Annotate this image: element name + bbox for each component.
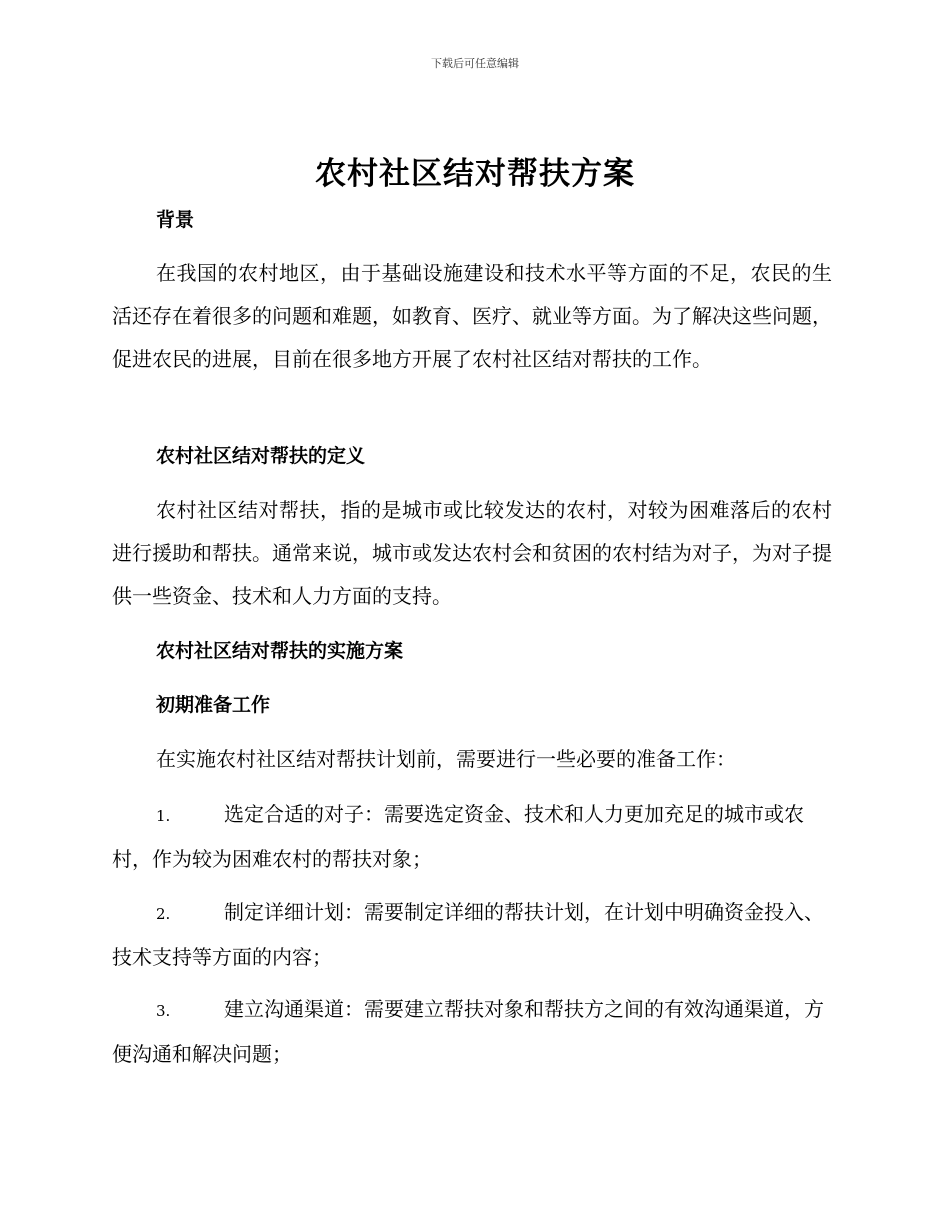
list-item-number: 3. bbox=[156, 1002, 171, 1020]
list-item-text: 制定详细计划：需要制定详细的帮扶计划，在计划中明确资金投入、技术支持等方面的内容； bbox=[112, 900, 824, 969]
list-item bbox=[112, 988, 832, 1076]
list-item-number: 1. bbox=[156, 807, 171, 825]
list-item bbox=[112, 891, 832, 979]
paragraph-preparation-intro: 在实施农村社区结对帮扶计划前，需要进行一些必要的准备工作： bbox=[156, 747, 736, 771]
list-item bbox=[112, 793, 832, 881]
list-item-number: 2. bbox=[156, 905, 171, 923]
heading-definition: 农村社区结对帮扶的定义 bbox=[156, 445, 366, 467]
heading-implementation-plan: 农村社区结对帮扶的实施方案 bbox=[156, 640, 404, 662]
document-title: 农村社区结对帮扶方案 bbox=[315, 156, 635, 192]
paragraph-background: 在我国的农村地区，由于基础设施建设和技术水平等方面的不足，农民的生活还存在着很多的问题和难题，如教育、医疗、就业等方面。为了解决这些问题，促进农民的进展，目前在很多地方开展了农村社区结对帮扶的工作。 bbox=[112, 261, 832, 371]
heading-background: 背景 bbox=[156, 209, 195, 231]
list-item-text: 建立沟通渠道：需要建立帮扶对象和帮扶方之间的有效沟通渠道，方便沟通和解决问题； bbox=[112, 997, 824, 1066]
heading-initial-preparation: 初期准备工作 bbox=[156, 694, 271, 716]
list-item-text: 选定合适的对子：需要选定资金、技术和人力更加充足的城市或农村，作为较为困难农村的帮扶对象； bbox=[112, 802, 804, 871]
page-header: 下载后可任意编辑 bbox=[431, 57, 519, 70]
paragraph-definition: 农村社区结对帮扶，指的是城市或比较发达的农村，对较为困难落后的农村进行援助和帮扶。通常来说，城市或发达农村会和贫困的农村结为对子，为对子提供一些资金、技术和人力方面的支持。 bbox=[112, 498, 832, 608]
